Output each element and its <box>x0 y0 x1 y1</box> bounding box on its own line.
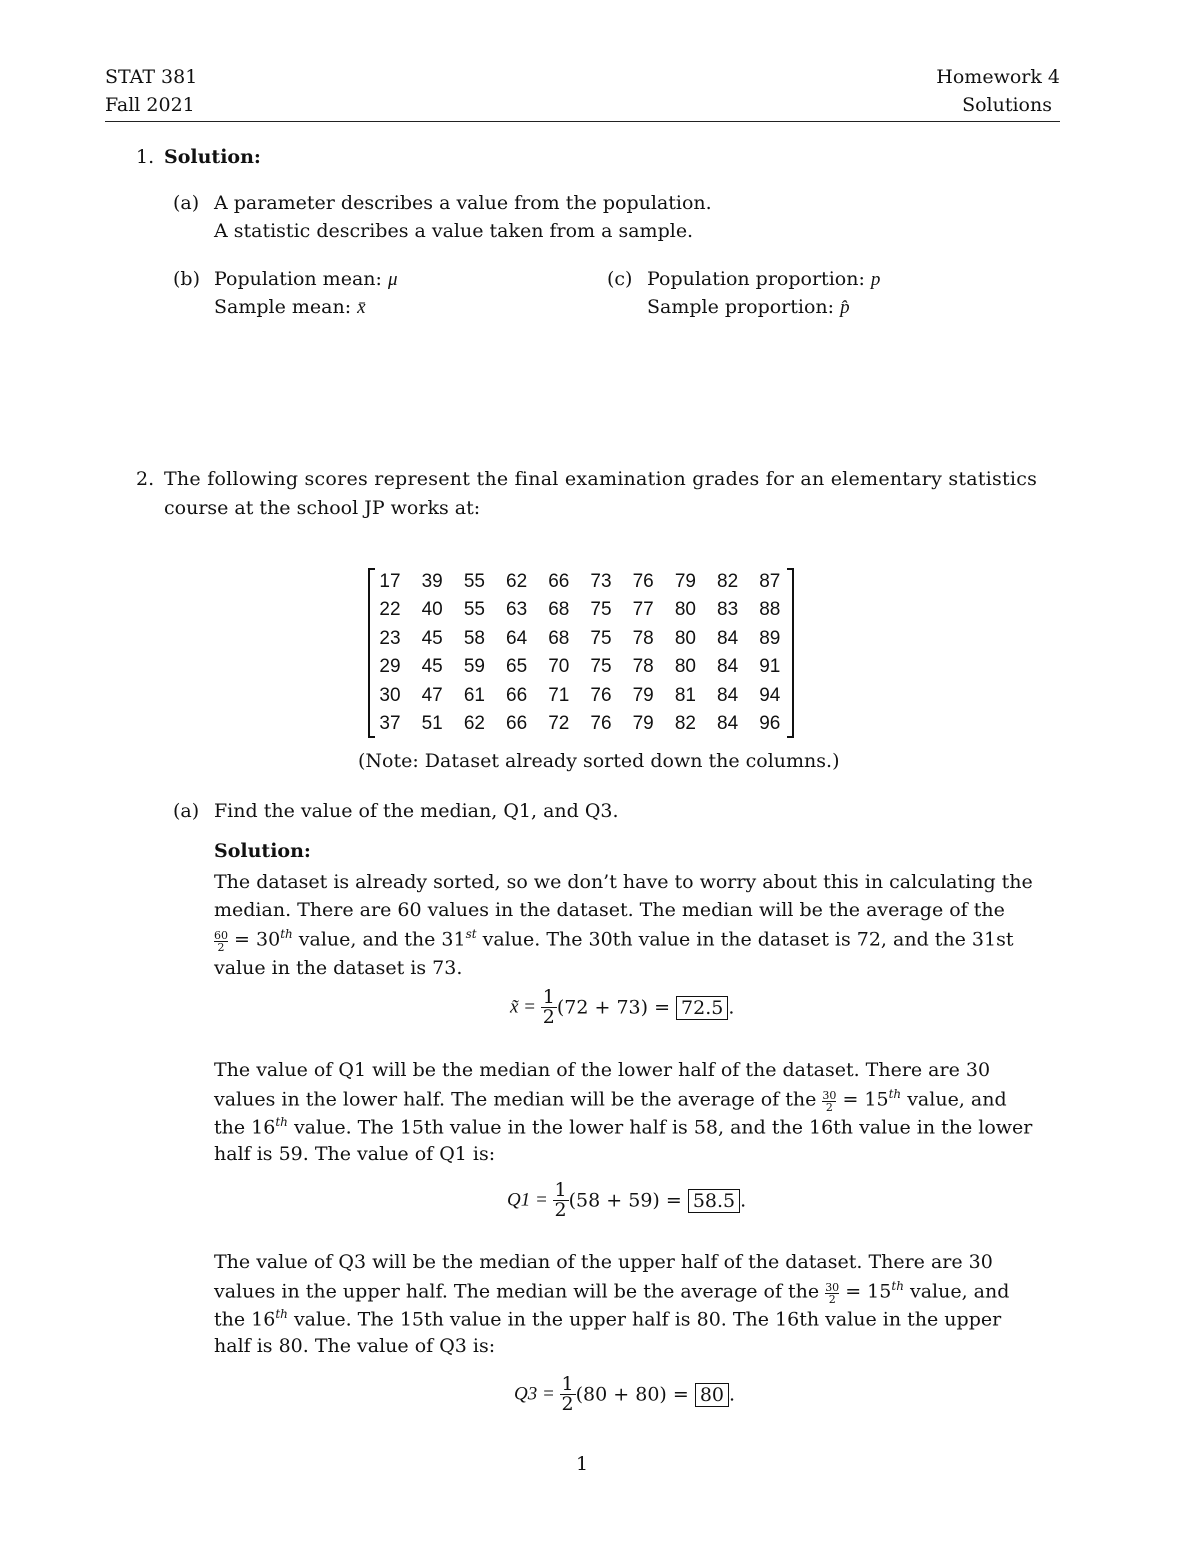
matrix-cell: 88 <box>759 599 781 621</box>
matrix-cell: 80 <box>674 599 696 621</box>
matrix-cell: 80 <box>674 627 696 649</box>
q1-para-line2-b: = 15 <box>836 1088 889 1111</box>
q2a-question: Find the value of the median, Q1, and Q3. <box>214 800 619 822</box>
phat-symbol: p̂ <box>840 297 850 318</box>
q1c-line2 <box>647 296 850 319</box>
sup-th-4: th <box>891 1279 904 1293</box>
sup-th-5: th <box>275 1307 288 1321</box>
matrix-cell: 63 <box>506 599 528 621</box>
p-symbol: p <box>870 269 881 290</box>
matrix-cell: 81 <box>674 684 696 706</box>
matrix-cell: 82 <box>717 571 739 592</box>
frac-30-num-a: 30 <box>822 1088 837 1102</box>
matrix-cell: 68 <box>548 599 570 621</box>
q2-number: 2. <box>136 468 155 490</box>
assignment-label: Homework 4 <box>936 66 1060 88</box>
matrix-cell: 75 <box>590 656 612 678</box>
q3-half-frac <box>560 1375 576 1414</box>
q1-para-line4: half is 59. The value of Q1 is: <box>214 1143 496 1165</box>
q1b-line1 <box>214 268 398 291</box>
matrix-cell: 40 <box>421 599 443 621</box>
matrix-cell: 83 <box>717 599 739 621</box>
matrix-cell: 66 <box>548 571 570 592</box>
q1c-text2: Sample proportion: <box>647 296 841 318</box>
q1b-label: (b) <box>173 268 200 290</box>
median-line3 <box>214 927 1014 954</box>
matrix-cell: 22 <box>379 599 401 621</box>
median-answer-box: 72.5 <box>676 996 728 1020</box>
q3-answer-box: 80 <box>695 1383 729 1407</box>
q1-eq-mid: (58 + 59) = <box>568 1189 688 1212</box>
median-line2: median. There are 60 values in the dataset. The median will be the average of the <box>214 899 1005 921</box>
q1-equation <box>507 1181 746 1220</box>
median-eq-mid: (72 + 73) = <box>556 996 677 1019</box>
period-2: . <box>740 1189 747 1212</box>
q1-title: Solution: <box>164 146 261 168</box>
matrix-cell: 96 <box>759 713 781 734</box>
mu-symbol: μ <box>387 269 398 290</box>
q1-para-line2-c: value, and <box>901 1088 1007 1111</box>
q1-half-frac <box>553 1181 569 1220</box>
q1b-line2 <box>214 296 366 319</box>
q1c-text1: Population proportion: <box>647 268 871 290</box>
matrix-cell: 76 <box>632 571 654 592</box>
sup-th-3: th <box>275 1115 288 1129</box>
median-line1: The dataset is already sorted, so we don’t have to worry about this in calculating the <box>214 871 1033 893</box>
q1-number: 1. <box>136 146 155 168</box>
q3-para-line3 <box>214 1307 1001 1330</box>
half-den-1: 2 <box>542 1006 555 1028</box>
q2-intro-line1: The following scores represent the final examination grades for an elementary statistics <box>164 468 1038 490</box>
matrix-cell: 94 <box>759 684 781 706</box>
q3-para-line2-c: value, and <box>903 1280 1010 1303</box>
q3-para-line2-b: = 15 <box>839 1280 892 1303</box>
matrix-cell: 82 <box>674 713 696 734</box>
q3-equation <box>514 1375 735 1414</box>
q3-para-line1: The value of Q3 will be the median of the upper half of the dataset. There are 30 <box>214 1251 993 1273</box>
matrix-cell: 17 <box>379 571 401 592</box>
matrix-cell: 84 <box>717 627 739 649</box>
median-half-frac <box>541 988 557 1027</box>
matrix-cell: 87 <box>759 571 781 592</box>
matrix-cell: 30 <box>379 684 401 706</box>
matrix-cell: 68 <box>548 627 570 649</box>
matrix-cell: 66 <box>506 684 528 706</box>
q2-intro-line2: course at the school JP works at: <box>164 497 481 519</box>
matrix-cell: 70 <box>548 656 570 678</box>
frac-30-den-b: 2 <box>828 1293 836 1307</box>
matrix-cell: 84 <box>717 713 739 734</box>
matrix-cell: 76 <box>590 713 612 734</box>
header-rule <box>105 121 1060 122</box>
q1-para-line3-b: value. The 15th value in the lower half is 58, and the 16th value in the lower <box>287 1116 1033 1139</box>
frac-30-over-2-b <box>825 1282 839 1306</box>
half-num-3: 1 <box>561 1373 574 1395</box>
sup-th-1: th <box>280 927 293 941</box>
xbar-symbol: x̄ <box>357 297 366 318</box>
q3-para-line3-b: value. The 15th value in the upper half is 80. The 16th value in the upper <box>287 1308 1002 1331</box>
matrix-note: (Note: Dataset already sorted down the columns.) <box>358 750 840 772</box>
matrix-cell: 62 <box>463 713 485 734</box>
matrix-cell: 62 <box>506 571 528 592</box>
matrix-cell: 64 <box>506 627 528 649</box>
matrix-cell: 79 <box>674 571 696 592</box>
frac-60-over-2 <box>214 930 228 954</box>
frac-60-den: 2 <box>217 941 225 955</box>
half-den-2: 2 <box>554 1199 567 1221</box>
matrix-cell: 78 <box>632 656 654 678</box>
q3-para-line4: half is 80. The value of Q3 is: <box>214 1335 496 1357</box>
frac-30-den-a: 2 <box>825 1101 833 1115</box>
q3-para-line3-a: the 16 <box>214 1308 276 1331</box>
matrix-right-bracket <box>787 568 794 738</box>
matrix-cell: 59 <box>463 656 485 678</box>
period-1: . <box>728 996 735 1019</box>
q1-para-line3 <box>214 1115 1032 1138</box>
matrix-cell: 45 <box>421 627 443 649</box>
matrix-cell: 58 <box>463 627 485 649</box>
q2a-solution-title: Solution: <box>214 840 311 862</box>
q1-eq-lhs: Q1 = <box>507 1189 553 1211</box>
q1-para-line2 <box>214 1087 1007 1114</box>
matrix-cell: 79 <box>632 684 654 706</box>
matrix-cell: 78 <box>632 627 654 649</box>
q3-para-line2-a: values in the upper half. The median will be the average of the <box>214 1280 826 1303</box>
matrix-cell: 91 <box>759 656 781 678</box>
frac-60-num: 60 <box>214 928 228 942</box>
median-line3-b: value, and the 31 <box>292 928 466 951</box>
q1a-line1: A parameter describes a value from the population. <box>214 192 712 214</box>
matrix-cell: 75 <box>590 627 612 649</box>
matrix-cell: 45 <box>421 656 443 678</box>
matrix-cell: 55 <box>463 599 485 621</box>
period-3: . <box>729 1383 736 1406</box>
q1-para-line2-a: values in the lower half. The median will be the average of the <box>214 1088 823 1111</box>
median-line3-c: value. The 30th value in the dataset is 72, and the 31st <box>476 928 1014 951</box>
sup-th-2: th <box>888 1087 902 1101</box>
grades-matrix <box>368 568 794 738</box>
matrix-cell: 77 <box>632 599 654 621</box>
matrix-cell: 51 <box>421 713 443 734</box>
q3-eq-lhs: Q3 = <box>514 1383 560 1405</box>
q1a-label: (a) <box>173 192 200 214</box>
half-num-1: 1 <box>542 986 555 1008</box>
q1b-text2: Sample mean: <box>214 296 358 318</box>
matrix-cell: 80 <box>674 656 696 678</box>
q1b-text1: Population mean: <box>214 268 388 290</box>
matrix-cell: 39 <box>421 571 443 592</box>
q2a-label: (a) <box>173 800 200 822</box>
q3-eq-mid: (80 + 80) = <box>575 1383 695 1406</box>
frac-30-over-2-a <box>822 1090 836 1114</box>
term-label: Fall 2021 <box>105 94 195 116</box>
matrix-cell: 76 <box>590 684 612 706</box>
q1c-line1 <box>647 268 880 291</box>
q3-para-line2 <box>214 1279 1009 1306</box>
matrix-cell: 23 <box>379 627 401 649</box>
sup-st: st <box>465 927 477 941</box>
matrix-cell: 89 <box>759 627 781 649</box>
frac-30-num-b: 30 <box>825 1280 840 1294</box>
matrix-cell: 29 <box>379 656 401 678</box>
matrix-cell: 71 <box>548 684 570 706</box>
median-line3-a: = 30 <box>228 928 281 951</box>
matrix-cell: 84 <box>717 684 739 706</box>
q1c-label: (c) <box>607 268 633 290</box>
q1a-line2: A statistic describes a value taken from a sample. <box>214 220 694 242</box>
page-number: 1 <box>576 1453 589 1475</box>
course-label: STAT 381 <box>105 66 198 88</box>
half-den-3: 2 <box>561 1393 574 1415</box>
q1-answer-box: 58.5 <box>688 1189 740 1213</box>
half-num-2: 1 <box>554 1179 567 1201</box>
matrix-cell: 75 <box>590 599 612 621</box>
median-eq-lhs: x̃ = <box>510 996 541 1018</box>
doc-type-label: Solutions <box>962 94 1052 116</box>
matrix-cell: 84 <box>717 656 739 678</box>
matrix-cell: 55 <box>463 571 485 592</box>
matrix-cell: 73 <box>590 571 612 592</box>
q1-para-line1: The value of Q1 will be the median of the lower half of the dataset. There are 30 <box>214 1059 991 1081</box>
matrix-cell: 61 <box>463 684 485 706</box>
matrix-cell: 65 <box>506 656 528 678</box>
q1-para-line3-a: the 16 <box>214 1116 276 1139</box>
matrix-cell: 72 <box>548 713 570 734</box>
matrix-cell: 37 <box>379 713 401 734</box>
median-line4: value in the dataset is 73. <box>214 957 463 979</box>
matrix-cell: 47 <box>421 684 443 706</box>
median-equation <box>510 988 734 1027</box>
matrix-cell: 66 <box>506 713 528 734</box>
matrix-cell: 79 <box>632 713 654 734</box>
